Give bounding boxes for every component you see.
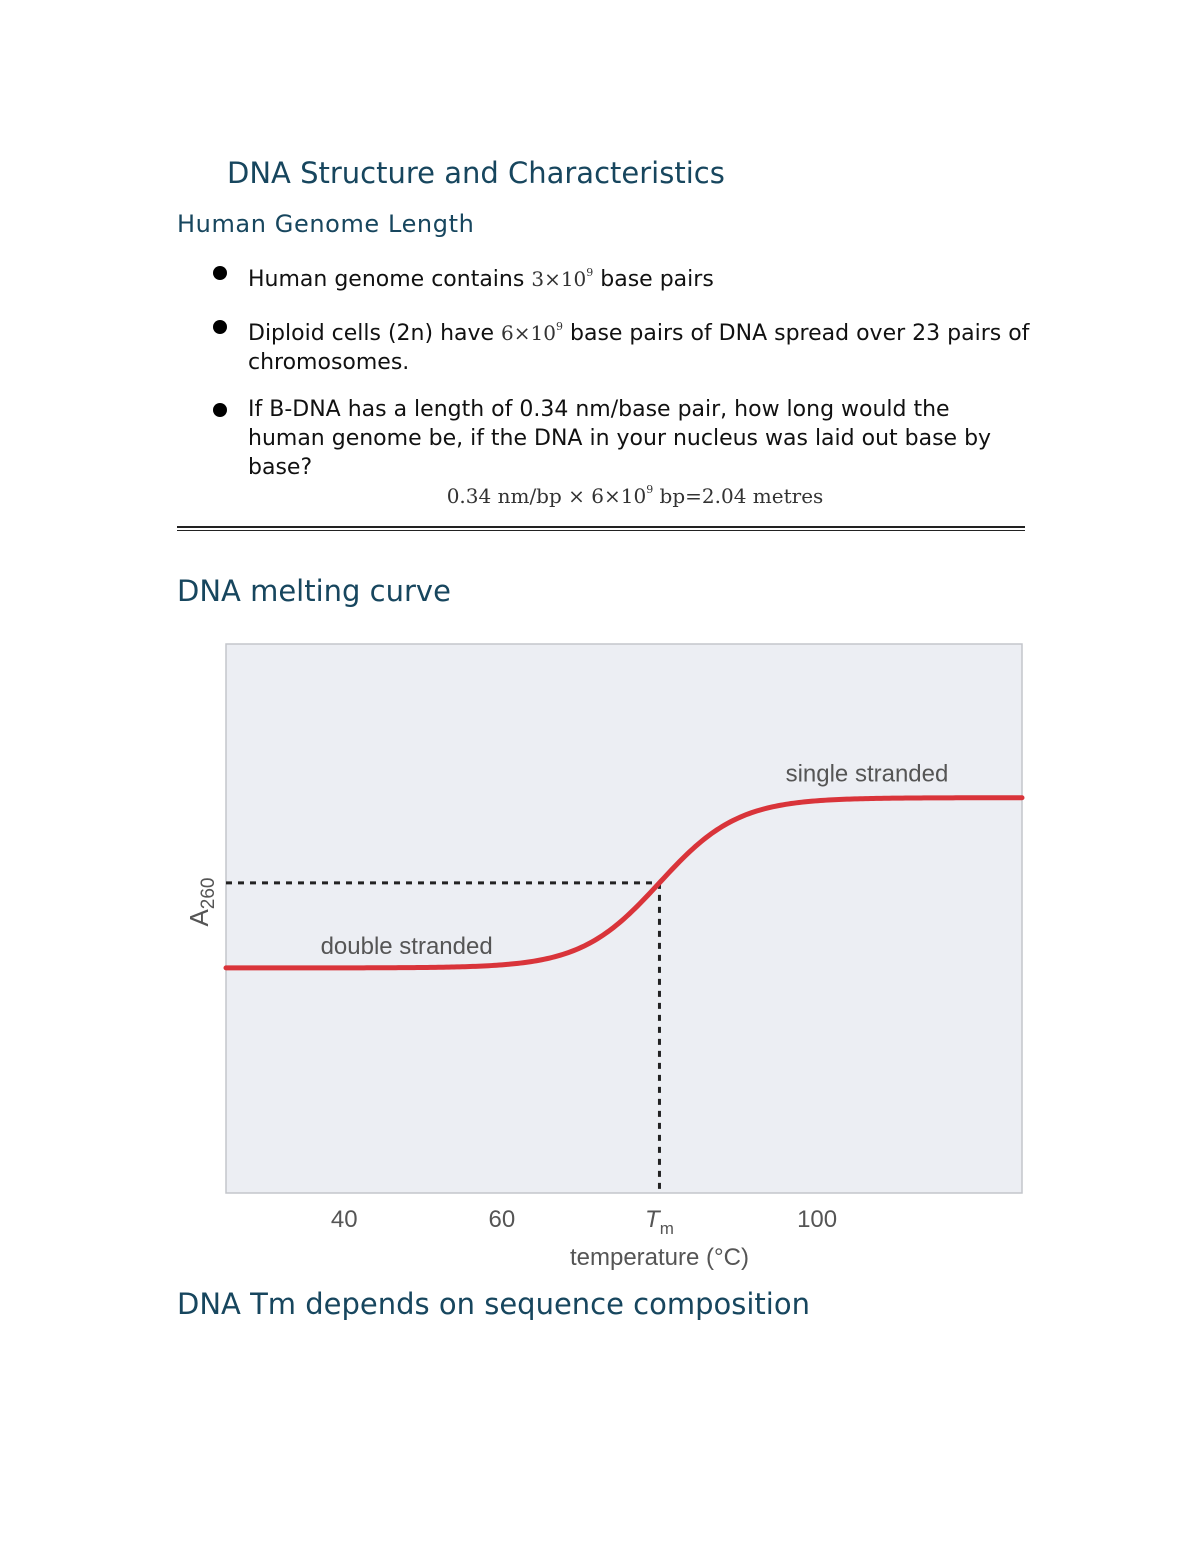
section-heading-tm-composition: DNA Tm depends on sequence composition	[177, 1287, 810, 1321]
math-expression: $3\times 10^9$	[531, 266, 594, 291]
math-expression: $6\times 10^9$	[501, 320, 563, 345]
section-heading-genome-length: Human Genome Length	[177, 210, 475, 238]
x-tick-label: 60	[488, 1206, 516, 1233]
bullet-list	[210, 258, 1030, 500]
x-tick-label: $T_m$	[645, 1206, 674, 1238]
x-axis-label: temperature (°C)	[569, 1244, 749, 1271]
melting-curve-chart	[170, 636, 1040, 1276]
bullet-icon	[213, 266, 227, 280]
single-stranded-label: single stranded	[785, 760, 949, 788]
bullet-item: Human genome contains $3\times 10^9$ base pairs	[210, 258, 1030, 294]
divider	[177, 530, 1025, 531]
double-stranded-label: double stranded	[320, 932, 493, 960]
divider	[177, 526, 1025, 528]
equation: 0.34 $nm/bp \times 6\times 10^9$ bp=2.04 metres	[446, 483, 824, 508]
bullet-icon	[213, 403, 227, 417]
x-tick-label: 100	[797, 1206, 838, 1233]
y-axis-label: $A_{260}$	[184, 877, 219, 927]
bullet-icon	[213, 320, 227, 334]
section-heading-melting-curve: DNA melting curve	[177, 574, 451, 608]
page-title: DNA Structure and Characteristics	[227, 156, 725, 190]
x-tick-label: 40	[330, 1206, 358, 1233]
bullet-item: Diploid cells (2n) have $6\times 10^9$ base pairs of DNA spread over 23 pairs of chromosomes.	[210, 312, 1030, 377]
bullet-item: If B-DNA has a length of 0.34 nm/base pair, how long would the human genome be, if the DNA in your nucleus was laid out base by base?	[210, 395, 1030, 482]
